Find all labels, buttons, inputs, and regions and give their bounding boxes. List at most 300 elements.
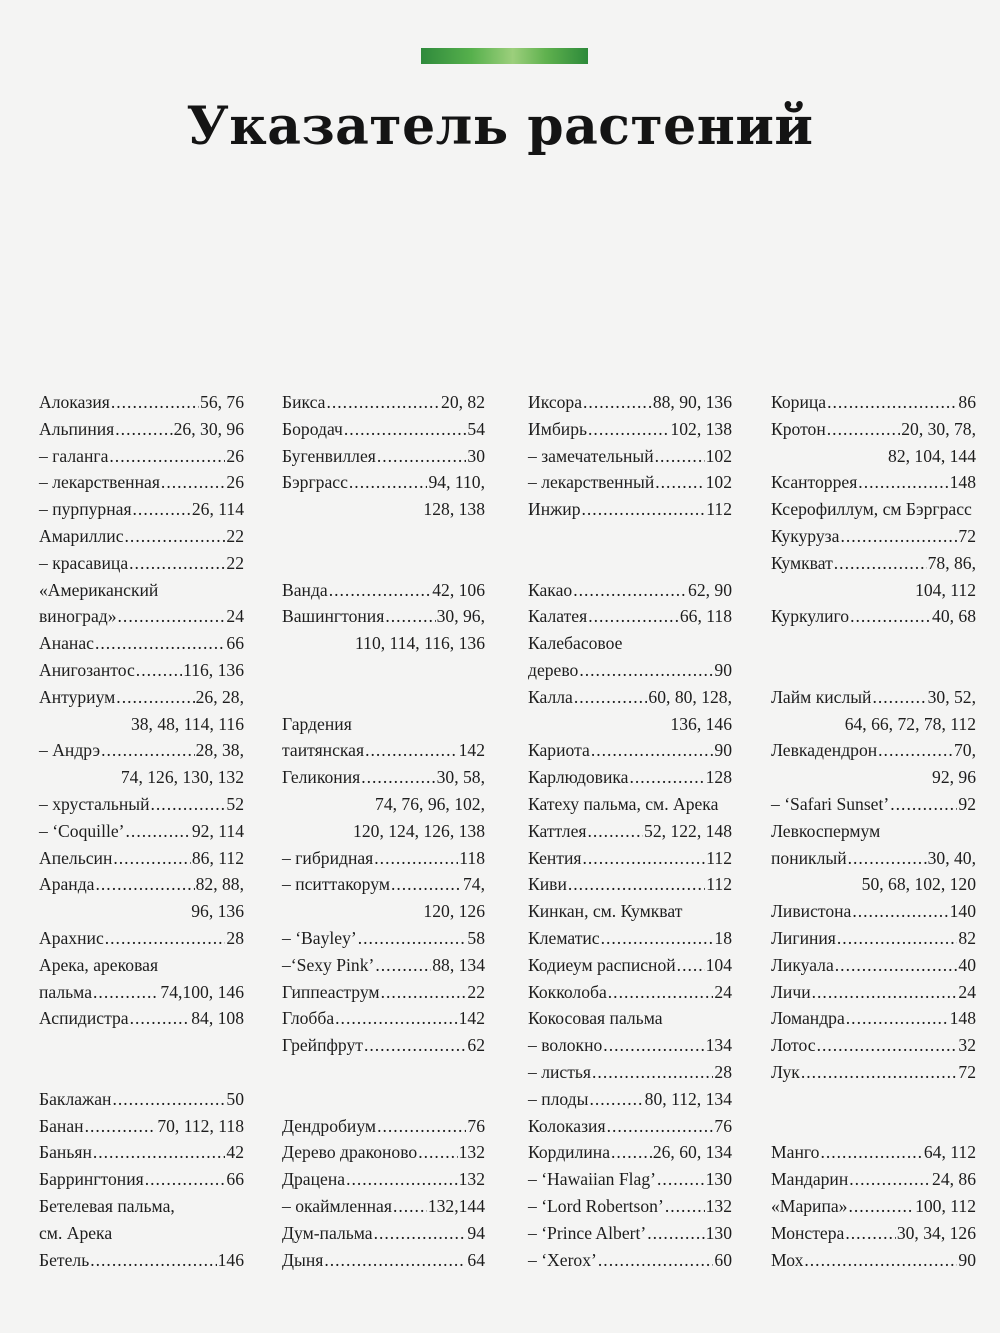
index-entry — [39, 630, 244, 657]
entry-name: Кентия — [528, 847, 582, 868]
entry-name: Анигозантос — [39, 659, 135, 680]
dot-leader — [611, 1139, 652, 1166]
index-entry — [771, 684, 976, 711]
entry-pages: 100, 112 — [915, 1195, 976, 1216]
entry-pages: 32 — [958, 1035, 976, 1056]
dot-leader — [133, 496, 191, 523]
entry-pages-continuation: 74, 126, 130, 132 — [120, 767, 244, 788]
dot-leader — [418, 1139, 457, 1166]
entry-name: таитянская — [282, 740, 365, 761]
dot-leader — [111, 389, 199, 416]
index-entry — [282, 1166, 485, 1193]
index-text-line: Бетелевая пальма, — [39, 1195, 175, 1216]
section-gap — [771, 1086, 976, 1140]
index-entry — [39, 818, 244, 845]
section-gap — [282, 1059, 485, 1113]
entry-pages: 90 — [714, 659, 732, 680]
section-gap — [282, 523, 485, 577]
entry-name: Калатея — [528, 606, 588, 627]
entry-pages: 40, 68 — [932, 606, 976, 627]
index-entry — [771, 952, 976, 979]
entry-name: Лотос — [771, 1035, 816, 1056]
dot-leader — [377, 443, 467, 470]
dot-leader — [365, 737, 458, 764]
index-entry — [528, 871, 732, 898]
dot-leader — [801, 1059, 958, 1086]
index-entry — [282, 737, 485, 764]
index-text-line: Катеху пальма, см. Арека — [528, 793, 719, 814]
entry-name: Киви — [528, 874, 567, 895]
entry-pages: 72 — [958, 1061, 976, 1082]
entry-name: – лекарственный — [528, 472, 655, 493]
entry-name: Кротон — [771, 418, 826, 439]
index-entry — [528, 1032, 732, 1059]
entry-pages: 30, 52, — [927, 686, 976, 707]
entry-name: Манго — [771, 1142, 820, 1163]
dot-leader — [118, 603, 226, 630]
entry-name: – плоды — [528, 1088, 589, 1109]
entry-name: Мох — [771, 1249, 804, 1270]
index-text-line: Калебасовое — [528, 633, 623, 654]
index-entry — [771, 791, 976, 818]
dot-leader — [115, 416, 172, 443]
entry-pages: 86 — [958, 392, 976, 412]
dot-leader — [840, 523, 957, 550]
entry-pages-continuation: 110, 114, 116, 136 — [355, 633, 485, 654]
entry-pages: 72 — [958, 525, 976, 546]
dot-leader — [95, 630, 225, 657]
decorative-accent-bar — [421, 48, 588, 64]
entry-name: Какао — [528, 579, 573, 600]
index-entry — [528, 845, 732, 872]
entry-pages: 130 — [705, 1222, 732, 1243]
entry-pages: 66 — [226, 633, 244, 654]
dot-leader — [161, 469, 225, 496]
entry-name: Бородач — [282, 418, 343, 439]
entry-name: Имбирь — [528, 418, 588, 439]
entry-pages: 60, 80, 128, — [648, 686, 732, 707]
index-entry — [771, 898, 976, 925]
entry-pages: 66 — [226, 1169, 244, 1190]
entry-pages: 148 — [949, 472, 976, 493]
index-entry — [39, 737, 244, 764]
index-entry — [771, 1059, 976, 1086]
entry-pages: 30 — [467, 445, 485, 466]
index-entry — [528, 925, 732, 952]
index-entry — [282, 1005, 485, 1032]
index-entry — [528, 1247, 732, 1274]
index-entry — [771, 550, 976, 577]
entry-name: – пурпурная — [39, 499, 132, 520]
entry-pages: 102 — [705, 445, 732, 466]
dot-leader — [858, 469, 948, 496]
dot-leader — [349, 469, 428, 496]
entry-name: Дерево драконово — [282, 1142, 418, 1163]
dot-leader — [579, 657, 713, 684]
entry-name: Бикса — [282, 392, 326, 412]
entry-pages: 82, 88, — [195, 874, 244, 895]
index-entry — [39, 684, 244, 711]
dot-leader — [582, 496, 706, 523]
entry-pages: 128 — [705, 767, 732, 788]
entry-pages: 88, 134 — [432, 954, 485, 975]
index-entry — [282, 603, 485, 630]
dot-leader — [601, 925, 714, 952]
entry-name: Калла — [528, 686, 573, 707]
index-entry — [771, 979, 976, 1006]
dot-leader — [116, 684, 194, 711]
entry-pages-continuation: 92, 96 — [932, 767, 976, 788]
entry-pages: 50 — [226, 1088, 244, 1109]
entry-name: –‘Sexy Pink’ — [282, 954, 375, 975]
dot-leader — [812, 979, 958, 1006]
index-entry — [528, 818, 732, 845]
dot-leader — [588, 416, 669, 443]
entry-pages: 28 — [226, 927, 244, 948]
dot-leader — [101, 737, 195, 764]
entry-name: – галанга — [39, 445, 109, 466]
dot-leader — [391, 871, 462, 898]
index-column-4 — [771, 389, 976, 1273]
entry-pages: 130 — [705, 1169, 732, 1190]
entry-pages: 148 — [949, 1008, 976, 1029]
index-entry — [771, 1032, 976, 1059]
dot-leader — [113, 845, 190, 872]
dot-leader — [849, 1166, 931, 1193]
entry-pages-continuation: 136, 146 — [670, 713, 732, 734]
entry-name: – волокно — [528, 1035, 603, 1056]
dot-leader — [326, 389, 440, 416]
dot-leader — [329, 577, 431, 604]
entry-name: Ликуала — [771, 954, 834, 975]
entry-pages: 112 — [706, 499, 732, 520]
index-entry — [528, 469, 732, 496]
index-entry — [282, 845, 485, 872]
entry-name: Геликония — [282, 767, 361, 788]
section-gap — [282, 657, 485, 711]
index-entry — [282, 1113, 485, 1140]
index-entry — [528, 1086, 732, 1113]
index-entry — [528, 496, 732, 523]
dot-leader — [583, 845, 706, 872]
index-text-line: Гардения — [282, 713, 352, 734]
index-entry — [528, 1113, 732, 1140]
entry-pages: 42, 106 — [432, 579, 485, 600]
entry-pages-continuation: 82, 104, 144 — [888, 445, 976, 466]
entry-name: – хрустальный — [39, 793, 150, 814]
index-column-1 — [39, 389, 244, 1273]
entry-name: Карлюдовика — [528, 767, 629, 788]
index-column-2 — [282, 389, 485, 1273]
entry-pages: 28, 38, — [195, 740, 244, 761]
dot-leader — [385, 603, 435, 630]
entry-name: Ванда — [282, 579, 328, 600]
dot-leader — [850, 603, 931, 630]
dot-leader — [145, 1166, 226, 1193]
entry-pages: 40 — [958, 954, 976, 975]
dot-leader — [393, 1193, 427, 1220]
index-entry — [39, 496, 244, 523]
dot-leader — [835, 952, 958, 979]
entry-name: Вашингтония — [282, 606, 385, 627]
entry-pages: 26, 114 — [191, 499, 244, 520]
dot-leader — [361, 764, 435, 791]
entry-name: Ливистона — [771, 901, 852, 922]
entry-pages: 92 — [958, 793, 976, 814]
entry-pages: 42 — [226, 1142, 244, 1163]
entry-name: – ‘Lord Robertson’ — [528, 1195, 664, 1216]
entry-pages-continuation: 120, 126 — [423, 901, 485, 922]
index-entry — [771, 1139, 976, 1166]
dot-leader — [125, 523, 226, 550]
entry-name: Дыня — [282, 1249, 324, 1270]
entry-pages: 24 — [714, 981, 732, 1002]
dot-leader — [344, 416, 467, 443]
entry-pages: 54 — [467, 418, 485, 439]
entry-name: Глобба — [282, 1008, 335, 1029]
entry-name: – ‘Safari Sunset’ — [771, 793, 890, 814]
entry-pages-continuation: 104, 112 — [915, 579, 976, 600]
entry-pages: 20, 30, 78, — [901, 418, 976, 439]
entry-name: Арахнис — [39, 927, 104, 948]
index-entry — [39, 550, 244, 577]
entry-pages-continuation: 64, 66, 72, 78, 112 — [844, 713, 976, 734]
index-entry — [771, 1247, 976, 1274]
entry-pages: 28 — [714, 1061, 732, 1082]
entry-name: виноград» — [39, 606, 117, 627]
entry-name: Аспидистра — [39, 1008, 129, 1029]
entry-name: – ‘Prince Albert’ — [528, 1222, 647, 1243]
entry-pages: 102 — [705, 472, 732, 493]
dot-leader — [90, 1247, 216, 1274]
entry-pages: 94 — [467, 1222, 485, 1243]
dot-leader — [598, 1247, 714, 1274]
entry-name: – Андрэ — [39, 740, 101, 761]
entry-name: Аранда — [39, 874, 95, 895]
entry-pages: 80, 112, 134 — [644, 1088, 732, 1109]
dot-leader — [827, 416, 900, 443]
index-entry — [39, 871, 244, 898]
entry-pages: 94, 110, — [428, 472, 485, 493]
section-gap — [771, 630, 976, 684]
entry-name: Грейпфрут — [282, 1035, 363, 1056]
entry-name: Клематис — [528, 927, 600, 948]
entry-name: Альпиния — [39, 418, 115, 439]
index-entry — [39, 657, 244, 684]
entry-pages: 62, 90 — [688, 579, 732, 600]
index-entry — [528, 603, 732, 630]
index-text-line: Ксерофиллум, см Бэрграсс — [771, 499, 972, 520]
entry-pages-continuation: 120, 124, 126, 138 — [353, 820, 485, 841]
index-entry — [771, 523, 976, 550]
index-entry — [39, 925, 244, 952]
dot-leader — [85, 1113, 157, 1140]
index-text-line: Арека, арековая — [39, 954, 159, 975]
entry-name: – замечательный — [528, 445, 654, 466]
entry-name: Корица — [771, 392, 827, 412]
entry-pages: 64, 112 — [923, 1142, 976, 1163]
entry-pages-continuation: 96, 136 — [191, 901, 244, 922]
index-entry — [528, 416, 732, 443]
index-entry — [771, 1005, 976, 1032]
dot-leader — [852, 898, 948, 925]
entry-name: «Марипа» — [771, 1195, 848, 1216]
dot-leader — [817, 1032, 958, 1059]
entry-name: Кокколоба — [528, 981, 607, 1002]
entry-pages: 74,100, 146 — [160, 981, 244, 1002]
dot-leader — [381, 979, 467, 1006]
entry-name: Мандарин — [771, 1169, 849, 1190]
entry-name: – гибридная — [282, 847, 374, 868]
entry-pages: 24, 86 — [932, 1169, 976, 1190]
entry-pages-continuation: 74, 76, 96, 102, — [375, 793, 485, 814]
dot-leader — [592, 1059, 713, 1086]
dot-leader — [665, 1193, 705, 1220]
entry-name: Каттлея — [528, 820, 587, 841]
entry-name: Дум-пальма — [282, 1222, 373, 1243]
entry-name: Иксора — [528, 392, 583, 412]
entry-pages-continuation: 50, 68, 102, 120 — [861, 874, 976, 895]
entry-pages: 24 — [226, 606, 244, 627]
index-entry — [39, 443, 244, 470]
dot-leader — [629, 764, 704, 791]
index-entry — [282, 389, 485, 416]
entry-pages: 18 — [714, 927, 732, 948]
entry-name: Бугенвиллея — [282, 445, 376, 466]
entry-name: Лигиния — [771, 927, 836, 948]
index-entry — [771, 603, 976, 630]
dot-leader — [837, 925, 958, 952]
entry-pages: 76 — [714, 1115, 732, 1136]
entry-pages: 132,144 — [427, 1195, 485, 1216]
dot-leader — [820, 1139, 922, 1166]
entry-pages: 140 — [949, 901, 976, 922]
index-entry — [771, 845, 976, 872]
dot-leader — [151, 791, 226, 818]
dot-leader — [834, 550, 927, 577]
entry-pages: 70, — [954, 740, 976, 761]
index-entry — [282, 871, 485, 898]
entry-pages: 66, 118 — [679, 606, 732, 627]
index-entry — [771, 1220, 976, 1247]
index-entry — [771, 1193, 976, 1220]
dot-leader — [374, 1220, 467, 1247]
entry-name: – листья — [528, 1061, 592, 1082]
entry-pages: 78, 86, — [927, 552, 976, 573]
index-entry — [771, 1166, 976, 1193]
index-entry — [39, 1005, 244, 1032]
entry-pages: 70, 112, 118 — [157, 1115, 244, 1136]
entry-name: Лайм кислый — [771, 686, 872, 707]
dot-leader — [848, 1193, 914, 1220]
dot-leader — [374, 845, 458, 872]
entry-name: Монстера — [771, 1222, 845, 1243]
entry-pages: 64 — [467, 1249, 485, 1270]
index-entry — [282, 443, 485, 470]
entry-name: – ‘Coquille’ — [39, 820, 125, 841]
dot-leader — [573, 577, 687, 604]
index-entry — [39, 523, 244, 550]
dot-leader — [588, 603, 679, 630]
index-entry — [528, 952, 732, 979]
entry-name: Ломандра — [771, 1008, 845, 1029]
entry-pages: 26 — [226, 472, 244, 493]
index-entry — [282, 1032, 485, 1059]
entry-pages: 76 — [467, 1115, 485, 1136]
index-entry — [528, 577, 732, 604]
index-text-line: Кинкан, см. Кумкват — [528, 901, 683, 922]
entry-name: – окаймленная — [282, 1195, 392, 1216]
dot-leader — [126, 818, 191, 845]
index-text-line: см. Арека — [39, 1222, 113, 1243]
index-entry — [39, 1086, 244, 1113]
entry-pages: 74, — [463, 874, 485, 895]
index-entry — [39, 603, 244, 630]
dot-leader — [655, 443, 705, 470]
index-entry — [39, 1113, 244, 1140]
index-entry — [771, 389, 976, 416]
entry-name: – ‘Bayley’ — [282, 927, 357, 948]
entry-pages: 146 — [217, 1249, 244, 1270]
entry-name: Личи — [771, 981, 811, 1002]
entry-name: – ‘Xerox’ — [528, 1249, 597, 1270]
index-entry — [39, 791, 244, 818]
entry-pages: 30, 34, 126 — [896, 1222, 976, 1243]
index-entry — [771, 469, 976, 496]
entry-name: – пситтакорум — [282, 874, 390, 895]
dot-leader — [105, 925, 226, 952]
entry-pages: 62 — [467, 1035, 485, 1056]
entry-name: Лук — [771, 1061, 800, 1082]
dot-leader — [846, 1005, 949, 1032]
entry-pages: 60 — [714, 1249, 732, 1270]
section-gap — [39, 1032, 244, 1086]
dot-leader — [93, 979, 159, 1006]
entry-name: Колоказия — [528, 1115, 606, 1136]
index-entry — [528, 657, 732, 684]
dot-leader — [657, 1166, 705, 1193]
entry-pages-continuation: 38, 48, 114, 116 — [130, 713, 244, 734]
entry-pages: 132 — [458, 1142, 485, 1163]
entry-pages: 52, 122, 148 — [644, 820, 732, 841]
index-entry — [282, 1220, 485, 1247]
dot-leader — [608, 979, 714, 1006]
entry-name: Дендробиум — [282, 1115, 377, 1136]
index-entry — [528, 1193, 732, 1220]
index-entry — [39, 416, 244, 443]
entry-pages: 30, 40, — [927, 847, 976, 868]
entry-pages: 112 — [706, 847, 732, 868]
index-column-3 — [528, 389, 732, 1273]
dot-leader — [568, 871, 705, 898]
index-entry — [39, 389, 244, 416]
dot-leader — [130, 1005, 191, 1032]
index-entry — [282, 1193, 485, 1220]
index-entry — [528, 764, 732, 791]
dot-leader — [335, 1005, 457, 1032]
dot-leader — [364, 1032, 466, 1059]
index-entry — [771, 925, 976, 952]
entry-pages: 142 — [458, 740, 485, 761]
entry-pages: 56, 76 — [200, 392, 244, 412]
entry-name: Баклажан — [39, 1088, 112, 1109]
dot-leader — [96, 871, 195, 898]
entry-pages: 20, 82 — [441, 392, 485, 412]
entry-pages: 90 — [958, 1249, 976, 1270]
index-text-line: Кокосовая пальма — [528, 1008, 663, 1029]
entry-pages: 22 — [226, 552, 244, 573]
section-gap — [528, 523, 732, 577]
